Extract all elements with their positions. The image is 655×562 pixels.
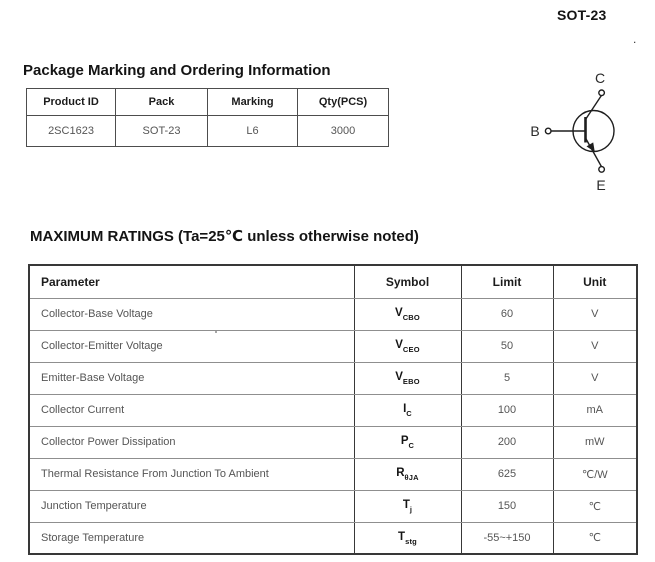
- parameter-cell: Junction Temperature: [29, 490, 354, 522]
- ordering-header-row: [27, 89, 389, 116]
- ordering-header-pack: Pack: [116, 89, 208, 116]
- ratings-header-limit: Limit: [461, 265, 553, 298]
- ratings-row-thermal-resistance: [29, 458, 637, 490]
- ratings-row-collector-power-dissipation: [29, 426, 637, 458]
- unit-cell: ℃/W: [553, 458, 637, 490]
- limit-cell: 625: [461, 458, 553, 490]
- limit-cell: 5: [461, 362, 553, 394]
- ratings-header-parameter: Parameter: [29, 265, 354, 298]
- max-ratings-section-title: MAXIMUM RATINGS (Ta=25℃ unless otherwise noted): [30, 228, 419, 245]
- ratings-row-collector-current: [29, 394, 637, 426]
- ratings-row-collector-emitter-voltage: [29, 330, 637, 362]
- symbol-subscript: CEO: [402, 345, 420, 355]
- symbol-base: V: [395, 306, 403, 319]
- symbol-cell: [354, 490, 461, 522]
- unit-cell: mA: [553, 394, 637, 426]
- unit-cell: ℃: [553, 522, 637, 554]
- collector-wire: [586, 96, 602, 120]
- ordering-header-qty: Qty(PCS): [298, 89, 389, 116]
- symbol-base: T: [402, 498, 410, 511]
- ratings-header-row: [29, 265, 637, 298]
- symbol-subscript: C: [408, 441, 415, 451]
- parameter-cell: Collector-Emitter Voltage: [29, 330, 354, 362]
- ordering-data-row: [27, 116, 389, 147]
- symbol-base: I: [403, 402, 407, 415]
- unit-cell: V: [553, 298, 637, 330]
- symbol-cell: [354, 426, 461, 458]
- limit-cell: 200: [461, 426, 553, 458]
- ordering-cell-pack: SOT-23: [116, 116, 208, 147]
- package-type-label: SOT-23: [557, 7, 607, 23]
- symbol-subscript: EBO: [402, 377, 420, 387]
- stray-period: .: [633, 32, 637, 46]
- symbol-base: T: [398, 530, 406, 543]
- symbol-subscript: j: [409, 505, 413, 515]
- limit-cell: 60: [461, 298, 553, 330]
- npn-transistor-symbol-diagram: [525, 68, 645, 196]
- symbol-subscript: stg: [405, 536, 417, 546]
- symbol-base: V: [395, 370, 403, 383]
- ordering-header-product-id: Product ID: [27, 89, 116, 116]
- ratings-header-unit: Unit: [553, 265, 637, 298]
- unit-cell: ℃: [553, 490, 637, 522]
- base-terminal-dot: [545, 128, 551, 134]
- parameter-cell: Collector Current: [29, 394, 354, 426]
- ratings-row-emitter-base-voltage: [29, 362, 637, 394]
- symbol-subscript: θJA: [404, 473, 419, 483]
- ordering-section-title: Package Marking and Ordering Information: [23, 62, 331, 79]
- base-label: B: [530, 123, 540, 139]
- symbol-cell: [354, 330, 461, 362]
- symbol-subscript: C: [406, 409, 412, 419]
- ordering-header-marking: Marking: [208, 89, 298, 116]
- symbol-cell: [354, 522, 461, 554]
- unit-cell: V: [553, 330, 637, 362]
- parameter-cell: Collector Power Dissipation: [29, 426, 354, 458]
- emitter-terminal-dot: [599, 167, 605, 173]
- ordering-cell-qty: 3000: [298, 116, 389, 147]
- symbol-cell: [354, 394, 461, 426]
- ratings-header-symbol: Symbol: [354, 265, 461, 298]
- max-ratings-table: [28, 264, 638, 555]
- unit-cell: mW: [553, 426, 637, 458]
- unit-cell: V: [553, 362, 637, 394]
- emitter-wire: [586, 138, 602, 167]
- parameter-cell: Collector-Base Voltage: [29, 298, 354, 330]
- symbol-base: V: [395, 338, 403, 351]
- ordering-cell-marking: L6: [208, 116, 298, 147]
- limit-cell: 50: [461, 330, 553, 362]
- symbol-subscript: CBO: [402, 313, 420, 323]
- collector-terminal-dot: [599, 90, 605, 96]
- ratings-row-junction-temperature: [29, 490, 637, 522]
- symbol-base: R: [396, 466, 405, 479]
- symbol-base: P: [400, 434, 409, 447]
- ordering-cell-product-id: 2SC1623: [27, 116, 116, 147]
- collector-label: C: [594, 70, 606, 86]
- symbol-cell: [354, 362, 461, 394]
- ordering-table: [26, 88, 389, 147]
- limit-cell: 150: [461, 490, 553, 522]
- symbol-cell: [354, 298, 461, 330]
- ratings-row-collector-base-voltage: [29, 298, 637, 330]
- limit-cell: 100: [461, 394, 553, 426]
- parameter-cell: Emitter-Base Voltage: [29, 362, 354, 394]
- parameter-cell: Storage Temperature: [29, 522, 354, 554]
- ratings-row-storage-temperature: [29, 522, 637, 554]
- limit-cell: -55~+150: [461, 522, 553, 554]
- symbol-cell: [354, 458, 461, 490]
- parameter-cell: Thermal Resistance From Junction To Ambient: [29, 458, 354, 490]
- emitter-label: E: [596, 177, 606, 193]
